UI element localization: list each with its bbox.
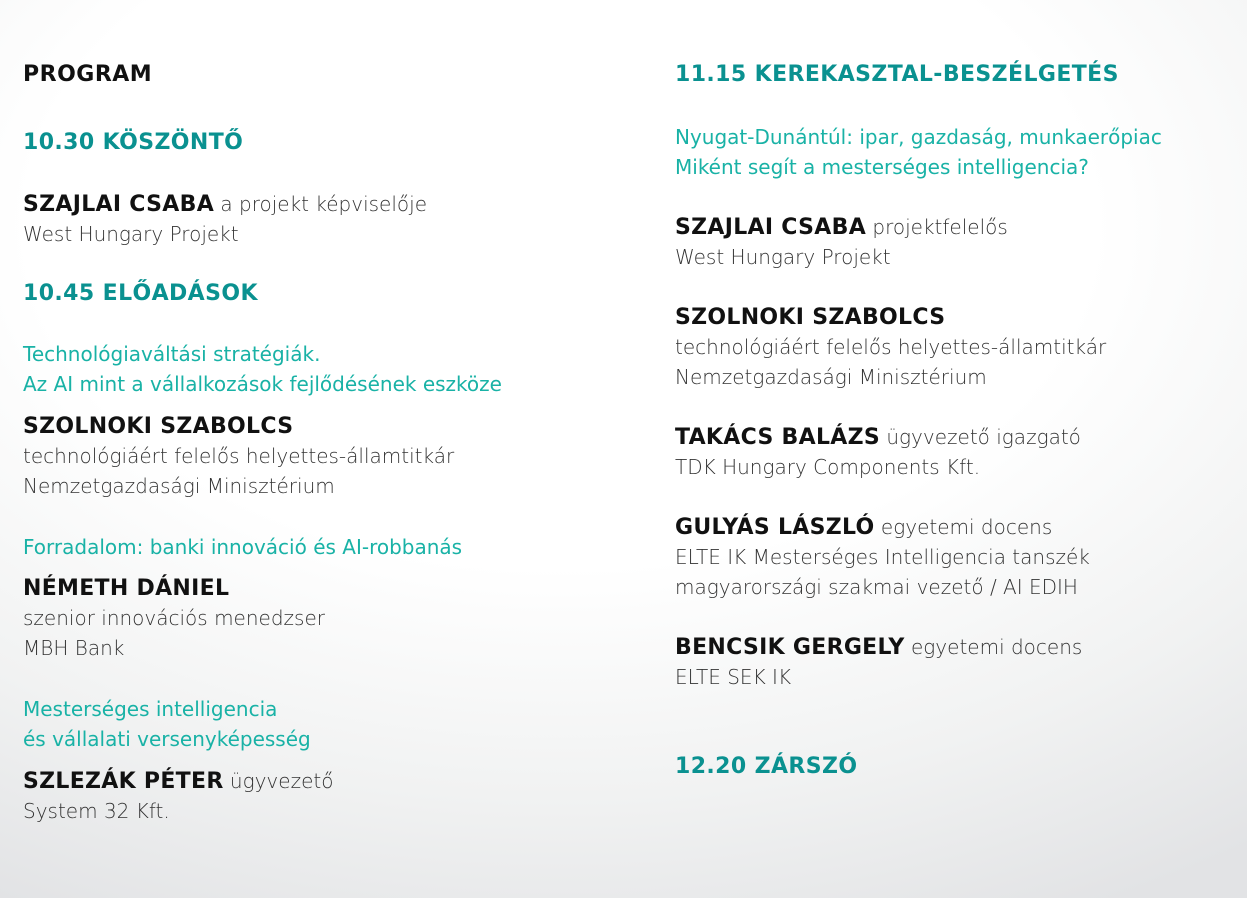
speaker-name: TAKÁCS BALÁZS [675,425,880,450]
talk-title-line: és vállalati versenyképesség [23,727,311,751]
speaker-role: a projekt képviselője [220,192,428,216]
speaker-affiliation: MBH Bank [23,636,125,660]
talk-speaker [23,573,229,604]
speaker-affiliation: ELTE SEK IK [675,665,792,689]
speaker-affiliation: ELTE IK Mesterséges Intelligencia tanszék [675,545,1090,569]
speaker-name: SZOLNOKI SZABOLCS [675,305,946,330]
speaker-name: SZOLNOKI SZABOLCS [23,414,294,439]
speaker-name: GULYÁS LÁSZLÓ [675,515,875,540]
talk-speaker [23,411,293,442]
roundtable-title-line: Miként segít a mesterséges intelligencia? [675,155,1089,179]
talks-heading: 10.45 ELŐADÁSOK [23,281,258,306]
speaker-role: egyetemi docens [880,515,1053,539]
roundtable-speaker [675,302,945,333]
talk-speaker [23,766,333,797]
speaker-affiliation: magyarországi szakmai vezető / AI EDIH [675,575,1078,599]
speaker-affiliation: West Hungary Projekt [23,222,239,246]
speaker-affiliation: West Hungary Projekt [675,245,891,269]
talk-title-line: Forradalom: banki innováció és AI-robbanás [23,535,463,559]
speaker-affiliation: TDK Hungary Components Kft. [675,455,981,479]
speaker-role: egyetemi docens [911,635,1083,659]
roundtable-speaker [675,632,1082,663]
speaker-affiliation: technológiáért felelős helyettes-államtitkár [675,335,1107,359]
speaker-name: SZLEZÁK PÉTER [23,769,224,794]
speaker-name: BENCSIK GERGELY [675,635,905,660]
program-title: PROGRAM [23,62,153,87]
speaker-name: SZAJLAI CSABA [23,192,215,217]
speaker-role: ügyvezető igazgató [886,425,1081,449]
roundtable-title-line: Nyugat-Dunántúl: ipar, gazdaság, munkaerőpiac [675,125,1162,149]
speaker-affiliation: System 32 Kft. [23,799,170,823]
closing-heading: 12.20 ZÁRSZÓ [675,754,858,779]
speaker-affiliation: Nemzetgazdasági Minisztérium [23,474,335,498]
speaker-affiliation: szenior innovációs menedzser [23,606,325,630]
speaker-name: SZAJLAI CSABA [675,215,867,240]
welcome-heading: 10.30 KÖSZÖNTŐ [23,130,244,155]
roundtable-heading: 11.15 KEREKASZTAL-BESZÉLGETÉS [675,62,1119,87]
welcome-speaker [23,189,427,220]
roundtable-speaker [675,512,1052,543]
speaker-name: NÉMETH DÁNIEL [23,576,230,601]
talk-title-line: Mesterséges intelligencia [23,697,278,721]
speaker-role: ügyvezető [229,769,334,793]
speaker-affiliation: Nemzetgazdasági Minisztérium [675,365,987,389]
roundtable-speaker [675,422,1081,453]
roundtable-speaker [675,212,1008,243]
talk-title-line: Technológiaváltási stratégiák. [23,342,321,366]
talk-title-line: Az AI mint a vállalkozások fejlődésének eszköze [23,372,502,396]
speaker-affiliation: technológiáért felelős helyettes-államtitkár [23,444,455,468]
speaker-role: projektfelelős [872,215,1008,239]
